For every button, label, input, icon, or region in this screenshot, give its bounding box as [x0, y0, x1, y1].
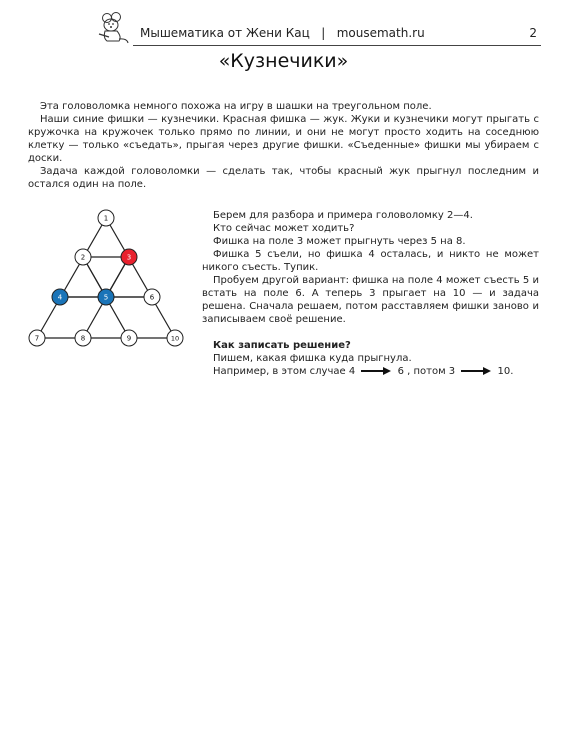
node-label: 2 [80, 253, 86, 262]
node-label: 4 [57, 293, 63, 302]
node-label: 1 [103, 214, 109, 223]
analysis-line: Пробуем другой вариант: фишка на поле 4 может съесть 5 и встать на поле 6. А теперь 3 прыгает на 10 — и задача решена. Сначала решаем, потом расставляем фишки заново и записываем своё решение. [202, 275, 539, 325]
page-number: 2 [529, 26, 537, 40]
mouse-logo-icon [95, 12, 133, 44]
board-node-1[interactable] [98, 210, 114, 226]
page-title: «Кузнечики» [218, 50, 349, 72]
node-label: 3 [126, 253, 132, 262]
site-url[interactable]: mousemath.ru [336, 26, 425, 40]
header-title [140, 26, 425, 40]
board-node-8[interactable] [75, 330, 91, 346]
header-separator: | [321, 26, 326, 40]
board-node-6[interactable] [144, 289, 160, 305]
how-to-heading: Как записать решение? [213, 340, 351, 351]
board-node-2[interactable] [75, 249, 91, 265]
node-label: 6 [149, 293, 155, 302]
board-node-4[interactable] [52, 289, 68, 305]
node-label: 8 [80, 334, 86, 343]
intro-text [28, 100, 539, 191]
intro-paragraph: Задача каждой головоломки — сделать так, чтобы красный жук прыгнул последним и остался один на поле. [28, 166, 539, 190]
node-label: 5 [103, 293, 109, 302]
board-lines [37, 218, 175, 338]
board-node-5[interactable] [98, 289, 114, 305]
analysis-line: Фишка 5 съели, но фишка 4 осталась, и никто не может никого съесть. Тупик. [202, 249, 539, 273]
board-node-10[interactable] [167, 330, 183, 346]
analysis-line: Фишка на поле 3 может прыгнуть через 5 на 8. [213, 236, 466, 247]
board-node-7[interactable] [29, 330, 45, 346]
example-prefix: Например, в этом случае 4 [213, 366, 356, 377]
triangle-board [25, 207, 187, 353]
node-label: 7 [34, 334, 40, 343]
node-label: 9 [126, 334, 132, 343]
board-node-3[interactable] [121, 249, 137, 265]
analysis-line: Кто сейчас может ходить? [213, 223, 355, 234]
how-to-line: Пишем, какая фишка куда прыгнула. [213, 353, 412, 364]
analysis-line: Берем для разбора и примера головоломку 2—4. [213, 210, 473, 221]
page-header [95, 12, 541, 46]
board-node-9[interactable] [121, 330, 137, 346]
right-arrow-icon [461, 367, 491, 375]
board-nodes [29, 210, 183, 346]
intro-paragraph: Эта головоломка немного похожа на игру в шашки на треугольном поле. [40, 101, 432, 112]
example-end: 10. [497, 366, 514, 377]
example-mid: 6 , потом 3 [397, 366, 456, 377]
right-arrow-icon [361, 367, 391, 375]
node-label: 10 [170, 334, 180, 343]
how-to-example [202, 365, 539, 378]
header-divider [133, 45, 541, 46]
analysis-text [202, 209, 539, 378]
intro-paragraph: Наши синие фишки — кузнечики. Красная фишка — жук. Жуки и кузнечики могут прыгать с кружочка на кружочек только прямо по линии, и они не могут просто ходить на соседнюю клетку — только «съедать», прыгая через другие фишки. «Съеденные» фишки мы убираем с доски. [28, 114, 539, 164]
site-title: Мышематика от Жени Кац [140, 26, 310, 40]
